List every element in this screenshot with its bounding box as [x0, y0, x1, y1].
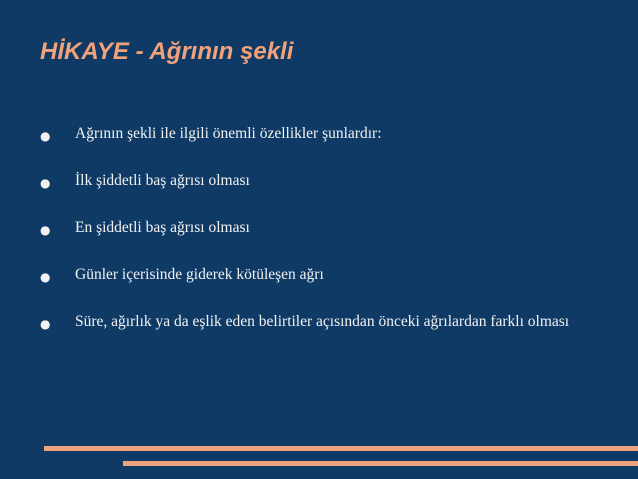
decorative-bar-top	[44, 446, 638, 451]
bullet-icon: ●	[40, 176, 51, 190]
bullet-icon: ●	[40, 270, 51, 284]
bullet-item	[40, 170, 615, 191]
bullet-text: Süre, ağırlık ya da eşlik eden belirtiler açısından önceki ağrılardan farklı olması	[75, 313, 570, 330]
bullet-list	[40, 123, 615, 358]
bullet-text: En şiddetli baş ağrısı olması	[75, 219, 250, 236]
bullet-icon: ●	[40, 223, 51, 237]
bullet-text: Ağrının şekli ile ilgili önemli özellikler şunlardır:	[75, 125, 382, 142]
bullet-item	[40, 123, 615, 144]
bullet-icon: ●	[40, 129, 51, 143]
bullet-text: İlk şiddetli baş ağrısı olması	[75, 172, 250, 189]
bullet-item	[40, 311, 615, 332]
bullet-text: Günler içerisinde giderek kötüleşen ağrı	[75, 266, 324, 283]
bullet-item	[40, 264, 615, 285]
bullet-icon: ●	[40, 317, 51, 331]
bullet-item	[40, 217, 615, 238]
decorative-bar-bottom	[123, 461, 638, 466]
slide-title: HİKAYE - Ağrının şekli	[40, 38, 294, 65]
